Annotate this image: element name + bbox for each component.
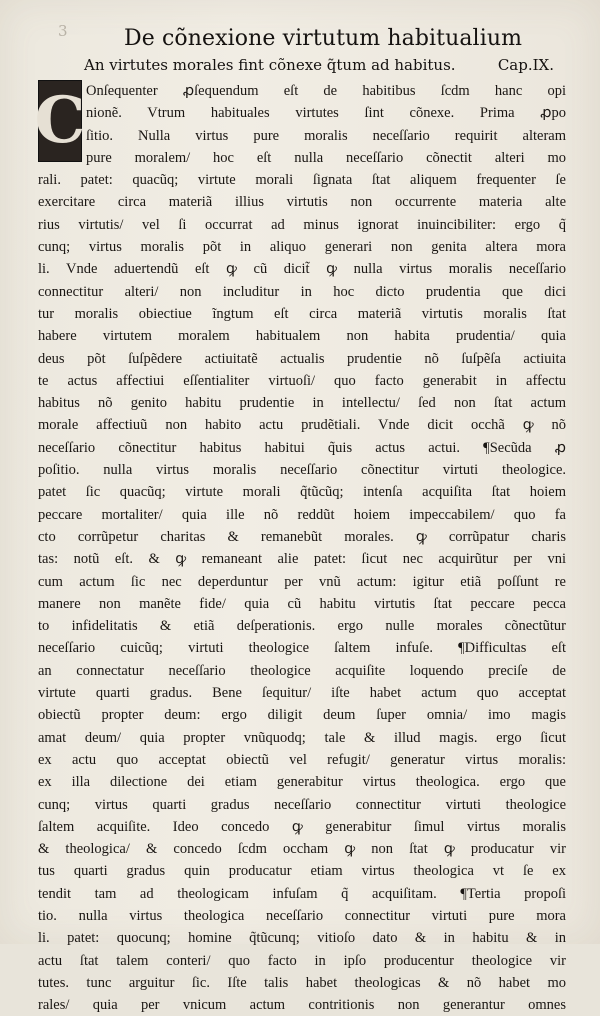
text-line: poſitio. nulla virtus moralis neceſſario cõnectitur virtuti theologice. <box>38 462 566 479</box>
text-line: patet ſic quacũq; virtute morali q̃tũcũq; intenſa acquiſita ſtat hoiem <box>38 484 566 501</box>
text-line: morale affectiuũ non habito actu prudẽtiali. Vnde dicit occhã ꝙ nõ <box>38 417 566 434</box>
text-line: tio. nulla virtus theologica neceſſario connectitur virtuti pure mora <box>38 907 566 924</box>
chapter-heading <box>84 56 554 78</box>
text-line: virtute quarti gradus. Bene ſequitur/ iſte habet actum quo acceptat <box>38 685 566 702</box>
text-line: tus quarti gradus quin producatur etiam virtus theologica vt ſe ex <box>38 863 566 880</box>
text-line: amat deum/ quia propter vnũquodq; tale & illud magis. ergo ſicut <box>38 729 566 746</box>
text-line: peccare mortaliter/ quia ille nõ reddũt hoiem impeccabilem/ quo fa <box>38 506 566 523</box>
decorated-initial <box>34 80 86 162</box>
text-line: rali. patet: quacũq; virtute morali ſignata ſtat aliquem frequenter ſe <box>38 172 566 189</box>
chapter-number: Cap.IX. <box>497 56 554 74</box>
text-line: neceſſario cuicũq; virtuti theologice ſaltem infuſe. ¶Difficultas eſt <box>38 640 566 657</box>
text-line: te actus affectiui eſſentialiter virtuoſi/ quo facto generabit in affectu <box>38 372 566 389</box>
text-line: ex illa dilectione dei etiam generabitur virtus theologica. ergo que <box>38 774 566 791</box>
text-line: actu ſtat talem conteri/ quo facto in ipſo producentur theologice vir <box>38 952 566 969</box>
text-line: to infidelitatis & etiã deſperationis. ergo nulle morales cõnectũtur <box>38 618 566 635</box>
text-line: connectitur alteri/ non includitur in hoc dicto prudentia que dici <box>38 283 566 300</box>
text-line: nionẽ. Vtrum habituales virtutes ſint cõnexe. Prima ꝓpo <box>86 105 566 122</box>
text-line: cum actum ſic nec deperduntur per vnũ actum: igitur etiã poſſunt re <box>38 573 566 590</box>
text-line: tur moralis obiectiue ĩngtum eſt circa materiã virtutis moralis ſtat <box>38 305 566 322</box>
text-line: Onſequenter ꝓſequendum eſt de habitibus ſcdm hanc opi <box>86 83 566 99</box>
body-text <box>38 80 566 1016</box>
text-line: li. patet: quocunq; homine q̃tũcunq; vitioſo dato & in habitu & in <box>38 930 566 947</box>
text-line: an connectatur neceſſario theologice acquiſite loquendo preciſe de <box>38 662 566 679</box>
text-line: tas: notũ eſt. & ꝙ remaneant alie patet: ſicut nec acquirũtur per vni <box>38 551 566 568</box>
text-line: obiectũ propter deum: ergo diligit deum ſuper omnia/ imo magis <box>38 707 566 724</box>
text-line: rales/ quia per vnicum actum contritionis non generantur omnes <box>38 997 566 1014</box>
text-line: & theologica/ & concedo ſcdm occham ꝙ non ſtat ꝙ producatur vir <box>38 841 566 858</box>
initial-letter: C <box>34 83 86 158</box>
text-line: cunq; virtus moralis põt in aliquo generari non genita altera mora <box>38 239 566 256</box>
text-line: cunq; virtus quarti gradus neceſſario connectitur virtuti theologice <box>38 796 566 813</box>
text-line: rius virtutis/ vel ſi occurrat ad minus ignorat inuincibiliter: ergo q̃ <box>38 216 566 233</box>
page-signature-mark: 3 <box>58 22 69 40</box>
text-line: exercitare circa materiã illius virtutis non occurrente materia alte <box>38 194 566 211</box>
text-line: deus põt ſuſpẽdere actiuitatẽ actualis prudentie nõ ſuſpẽſa actiuita <box>38 350 566 367</box>
text-line: pure moralem/ hoc eſt nulla neceſſario cõnectit alteri mo <box>86 149 566 166</box>
text-line: habitus nõ genito habitu prudentie in intellectu/ ſed non ſtat actum <box>38 395 566 412</box>
text-line: tutes. tunc arguitur ſic. Iſte talis habet theologicas & nõ habet mo <box>38 974 566 991</box>
text-line: ex actu quo acceptat obiectũ vel refugit/ generatur virtus moralis: <box>38 751 566 768</box>
text-line: ſaltem acquiſite. Ideo concedo ꝙ generabitur ſimul virtus moralis <box>38 818 566 835</box>
text-line: habere virtutem moralem habitualem non habita prudentia/ quia <box>38 328 566 345</box>
text-line: ſitio. Nulla virtus pure moralis neceſſario requirit alteram <box>86 127 566 144</box>
text-line: neceſſario cõnectitur habitus habitui q̃uis actus actui. ¶Secũda ꝓ <box>38 439 566 456</box>
page-title: De cõnexione virtutum habitualium <box>124 26 523 51</box>
text-line: cto corrũpetur charitas & remanebũt morales. ꝙ corrũpatur charis <box>38 528 566 545</box>
text-line: tendit tam ad theologicam infuſam q̃ acquiſitam. ¶Tertia propoſi <box>38 885 566 902</box>
text-line: manere non manẽte fide/ quia cũ habitu virtutis ſtat peccare pecca <box>38 595 566 612</box>
chapter-question: An virtutes morales fint cõnexe q̃tum ad habitus. <box>84 56 456 74</box>
text-line: li. Vnde aduertendũ eſt ꝙ cũ dicit̃ ꝙ nulla virtus moralis neceſſario <box>38 261 566 278</box>
